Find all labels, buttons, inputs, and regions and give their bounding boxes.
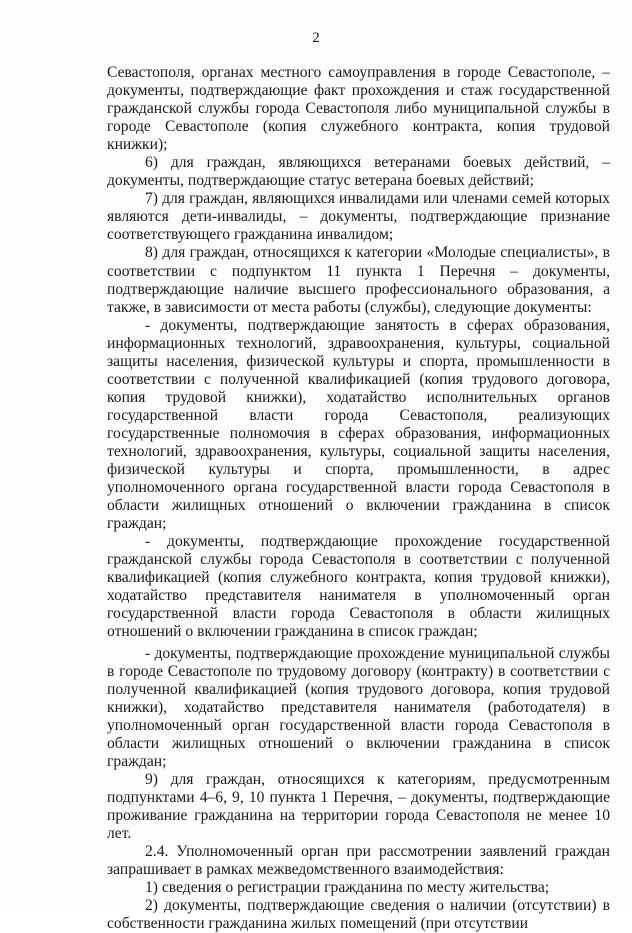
paragraph-item-6: 6) для граждан, являющихся ветеранами боевых действий, – документы, подтверждающие статус ветерана боевых действий;	[107, 154, 610, 190]
paragraph-item-8-dash-3: - документы, подтверждающие прохождение муниципальной службы в городе Севастополе по трудовому договору (контракту) в соответствии с полученной квалификацией (копия трудового договора, копия трудовой книжки), ходатайство представителя нанимателя (работодателя) в уполномоченный орган государственной власти города Севастополя в области жилищных отношений о включении гражданина в список граждан;	[107, 644, 610, 770]
page-number: 2	[312, 30, 320, 46]
document-body	[107, 64, 610, 933]
paragraph-item-8-dash-1: - документы, подтверждающие занятость в сферах образования, информационных технологий, здравоохранения, культуры, социальной защиты населения, физической культуры и спорта, промышленности в соответствии с полученной квалификацией (копия трудового договора, копия трудовой книжки), ходатайство исполнительных органов государственной власти города Севастополя, реализующих государственные полномочия в сферах образования, информационных технологий, здравоохранения, культуры, социальной защиты населения, физической культуры и спорта, промышленности, в адрес уполномоченного органа государственной власти города Севастополя в области жилищных отношений о включении гражданина в список граждан;	[107, 316, 610, 533]
paragraph-2-4-item-2: 2) документы, подтверждающие сведения о наличии (отсутствии) в собственности гражданина жилых помещений (при отсутствии	[107, 897, 610, 933]
paragraph-item-8-dash-2: - документы, подтверждающие прохождение государственной гражданской службы города Севастополя в соответствии с полученной квалификацией (копия служебного контракта, копия трудовой книжки), ходатайство представителя нанимателя в уполномоченный орган государственной власти города Севастополя в области жилищных отношений о включении гражданина в список граждан;	[107, 533, 610, 641]
paragraph-item-9: 9) для граждан, относящихся к категориям, предусмотренным подпунктами 4–6, 9, 10 пункта 1 Перечня, – документы, подтверждающие проживание гражданина на территории города Севастополя не менее 10 лет.	[107, 770, 610, 842]
paragraph-2-4: 2.4. Уполномоченный орган при рассмотрении заявлений граждан запрашивает в рамках межведомственного взаимодействия:	[107, 843, 610, 879]
paragraph-2-4-item-1: 1) сведения о регистрации гражданина по месту жительства;	[145, 879, 550, 897]
paragraph-item-8: 8) для граждан, относящихся к категории «Молодые специалисты», в соответствии с подпунктом 11 пункта 1 Перечня – документы, подтверждающие наличие высшего профессионального образования, а также, в зависимости от места работы (службы), следующие документы:	[107, 244, 610, 316]
paragraph-item-7: 7) для граждан, являющихся инвалидами или членами семей которых являются дети-инвалиды, – документы, подтверждающие признание соответствующего гражданина инвалидом;	[107, 190, 610, 244]
paragraph-continuation: Севастополя, органах местного самоуправления в городе Севастополе, – документы, подтверждающие факт прохождения и стаж государственной гражданской службы города Севастополя либо муниципальной службы в городе Севастополе (копия служебного контракта, копия трудовой книжки);	[107, 64, 610, 154]
